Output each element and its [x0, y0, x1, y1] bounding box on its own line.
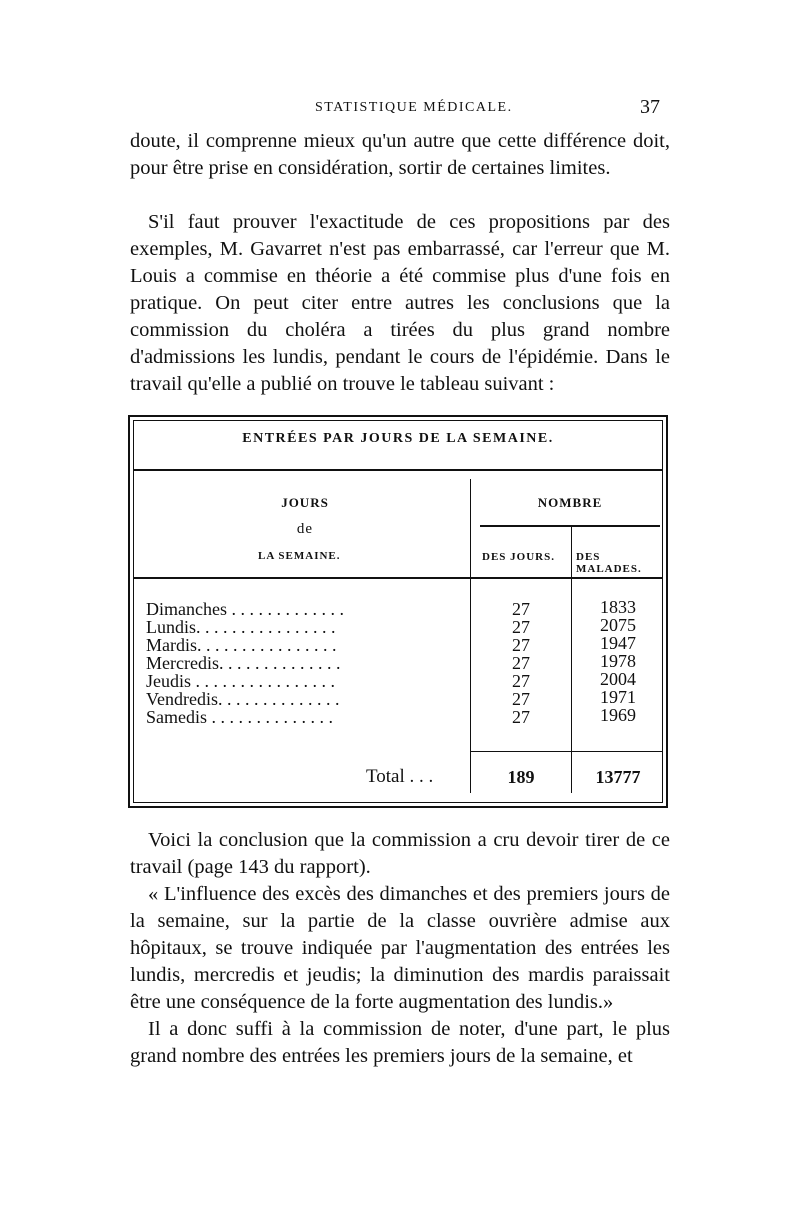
table-row-day-6: Vendredis. . . . . . . . . . . . . . [146, 689, 340, 709]
total-jours: 189 [507, 767, 535, 787]
header-nombre: NOMBRE [537, 495, 603, 510]
page-number: 37 [640, 96, 660, 118]
row-2-jours: 27 [512, 617, 530, 637]
paragraph-3: Voici la conclusion que la commission a cru devoir tirer de ce travail (page 143 du rapport). [130, 829, 670, 878]
row-7-jours: 27 [512, 707, 530, 727]
total-malades: 13777 [595, 767, 641, 787]
row-1-malades: 1833 [600, 597, 636, 617]
running-title: STATISTIQUE MÉDICALE. [315, 100, 513, 115]
row-3-jours: 27 [512, 635, 530, 655]
row-5-malades: 2004 [600, 669, 636, 689]
total-label: Total . . . [366, 766, 434, 787]
header-rule [134, 577, 662, 579]
header-des-malades: DES MALADES. [576, 551, 642, 575]
table-title: ENTRÉES PAR JOURS DE LA SEMAINE. [242, 431, 554, 446]
paragraph-1: doute, il comprenne mieux qu'un autre que cette différence doit, pour être prise en considération, sortir de certaines limites. [130, 130, 670, 179]
table-row-day-5: Jeudis . . . . . . . . . . . . . . . . [146, 671, 335, 691]
column-divider-1 [470, 479, 471, 793]
header-jours: JOURS [281, 495, 329, 510]
nombre-rule [480, 525, 660, 527]
total-rule [471, 751, 662, 752]
row-1-jours: 27 [512, 599, 530, 619]
paragraph-4: « L'influence des excès des dimanches et des premiers jours de la semaine, sur la partie de la classe ouvrière admise aux hôpitaux, se trouve indiquée par l'augmentation des entrées les lundis, mercredis et jeudis; la diminution des mardis paraissait être une conséquence de la forte augmentation des lundis.» [130, 883, 670, 1013]
row-4-malades: 1978 [600, 651, 636, 671]
paragraph-5: Il a donc suffi à la commission de noter, d'une part, le plus grand nombre des entrées les premiers jours de la semaine, et [130, 1018, 670, 1067]
table-row-day-7: Samedis . . . . . . . . . . . . . . [146, 707, 333, 727]
row-6-jours: 27 [512, 689, 530, 709]
row-5-jours: 27 [512, 671, 530, 691]
title-rule [134, 469, 662, 471]
column-divider-2 [571, 527, 572, 793]
paragraph-2: S'il faut prouver l'exactitude de ces propositions par des exemples, M. Gavarret n'est pas embarrassé, car l'erreur que M. Louis a commise en théorie a été commise plus d'une fois en pratique. On peut citer entre autres les conclusions que la commission du choléra a tirées du plus grand nombre d'admissions les lundis, pendant le cours de l'épidémie. Dans le travail qu'elle a publié on trouve le tableau suivant : [130, 211, 670, 395]
header-la-semaine: LA SEMAINE. [258, 550, 341, 562]
row-2-malades: 2075 [600, 615, 636, 635]
row-6-malades: 1971 [600, 687, 636, 707]
row-3-malades: 1947 [600, 633, 636, 653]
entries-table [128, 415, 668, 808]
header-des-jours: DES JOURS. [482, 551, 555, 563]
table-row-day-1: Dimanches . . . . . . . . . . . . . [146, 599, 344, 619]
header-de: de [296, 521, 314, 537]
table-row-day-2: Lundis. . . . . . . . . . . . . . . . [146, 617, 336, 637]
table-row-day-3: Mardis. . . . . . . . . . . . . . . . [146, 635, 337, 655]
row-7-malades: 1969 [600, 705, 636, 725]
page-header [130, 96, 660, 122]
table-row-day-4: Mercredis. . . . . . . . . . . . . . [146, 653, 341, 673]
row-4-jours: 27 [512, 653, 530, 673]
